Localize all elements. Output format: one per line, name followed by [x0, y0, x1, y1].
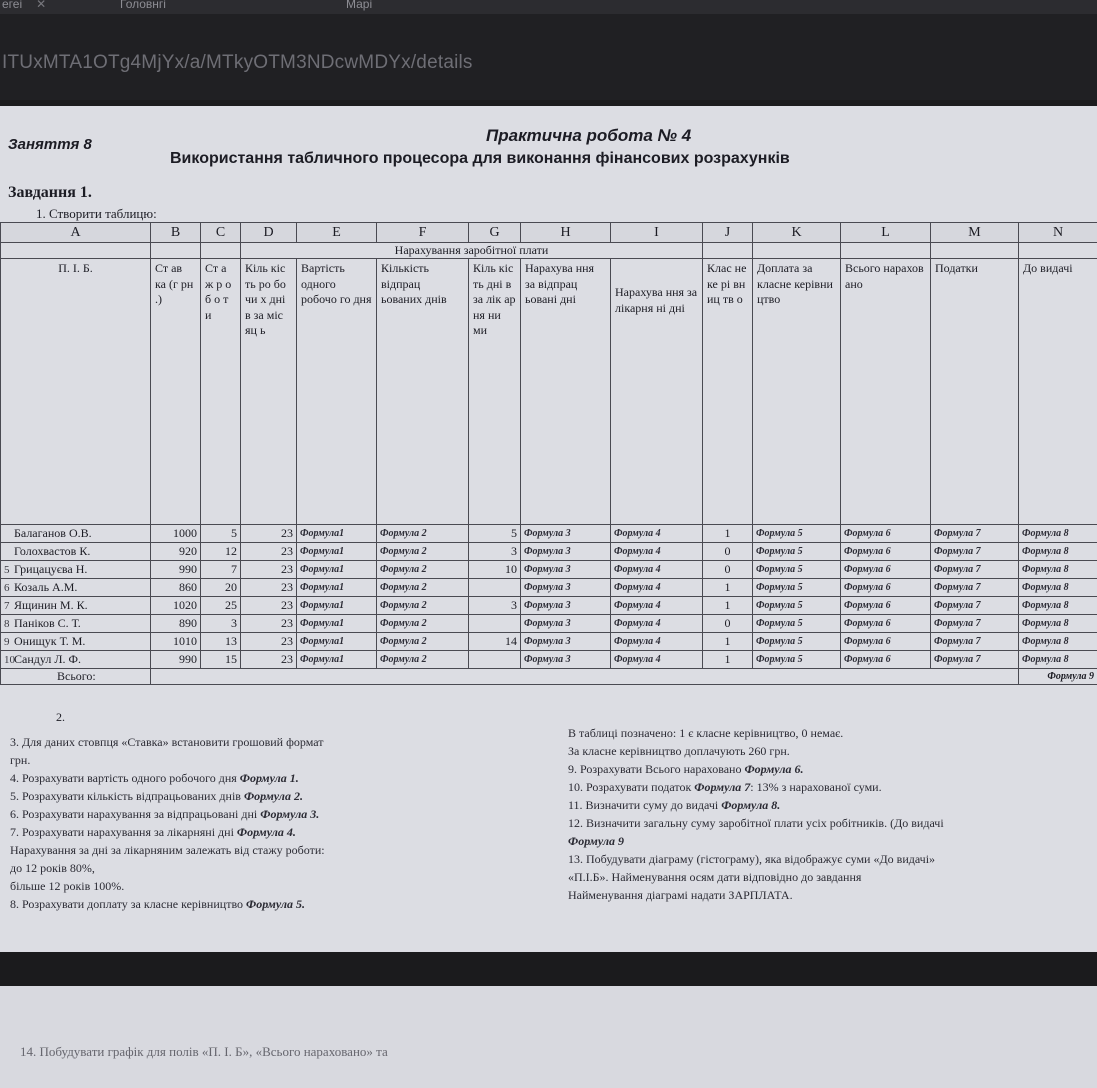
cell-name [1, 525, 151, 543]
cell-formula-5: Формула 5 [753, 525, 841, 543]
table-row [1, 525, 1097, 543]
cell-formula-1: Формула1 [297, 543, 377, 561]
instruction-text: 11. Визначити суму до видачі [568, 798, 722, 812]
blank-cell [201, 243, 241, 259]
cell-class-teacher: 1 [703, 597, 753, 615]
cell-formula-6: Формула 6 [841, 579, 931, 597]
lesson-label: Заняття 8 [8, 136, 92, 153]
cell-formula-3: Формула 3 [521, 525, 611, 543]
cell-formula-8: Формула 8 [1019, 615, 1097, 633]
cell-formula-6: Формула 6 [841, 633, 931, 651]
cell-class-teacher: 0 [703, 543, 753, 561]
table-row [1, 579, 1097, 597]
column-letter: J [703, 223, 753, 243]
cell-class-teacher: 0 [703, 561, 753, 579]
cell-formula-2: Формула 2 [377, 579, 469, 597]
cell-class-teacher: 1 [703, 525, 753, 543]
cell-formula-7: Формула 7 [931, 615, 1019, 633]
cell-rate: 860 [151, 579, 201, 597]
instruction-formula: Формула 1. [239, 771, 299, 785]
cell-formula-7: Формула 7 [931, 561, 1019, 579]
cell-formula-6: Формула 6 [841, 525, 931, 543]
header-worked-pay: Нарахува ння за відпрац ьовані дні [521, 259, 611, 525]
cell-formula-6: Формула 6 [841, 561, 931, 579]
cell-formula-2: Формула 2 [377, 651, 469, 669]
cell-name [1, 597, 151, 615]
cell-work-days: 23 [241, 543, 297, 561]
cell-experience: 20 [201, 579, 241, 597]
instruction-formula: Формула 2. [243, 789, 303, 803]
row-number: 7 [4, 600, 10, 612]
cell-rate: 1000 [151, 525, 201, 543]
instruction-formula: Формула 4. [236, 825, 296, 839]
header-name: П. І. Б. [1, 259, 151, 525]
column-letter: L [841, 223, 931, 243]
next-page [0, 986, 1097, 1088]
cell-formula-6: Формула 6 [841, 543, 931, 561]
header-bonus: Доплата за класне керівни цтво [753, 259, 841, 525]
cell-rate: 990 [151, 561, 201, 579]
close-tab-icon[interactable]: ✕ [36, 0, 47, 11]
instruction-line [10, 877, 124, 895]
cell-name [1, 633, 151, 651]
cell-formula-2: Формула 2 [377, 543, 469, 561]
cell-sick-days: 14 [469, 633, 521, 651]
instruction-text: 5. Розрахувати кількість відпрацьованих днів [10, 789, 244, 803]
instruction-formula: Формула 7 [694, 780, 751, 794]
instruction-line [568, 796, 780, 814]
cell-formula-4: Формула 4 [611, 615, 703, 633]
cell-formula-7: Формула 7 [931, 597, 1019, 615]
column-letter: G [469, 223, 521, 243]
cell-formula-3: Формула 3 [521, 597, 611, 615]
instruction-text: до 12 років 80%, [10, 861, 95, 875]
instruction-line [10, 787, 303, 805]
cell-formula-4: Формула 4 [611, 633, 703, 651]
header-class-teacher: Клас не ке рі вн иц тв о [703, 259, 753, 525]
instruction-text: Нарахування за дні за лікарняним залежать від стажу роботи: [10, 843, 325, 857]
header-work-days: Кіль кіс ть ро бо чи х дні в за міс яц ь [241, 259, 297, 525]
cell-experience: 3 [201, 615, 241, 633]
instruction-line [568, 868, 861, 886]
cell-formula-1: Формула1 [297, 561, 377, 579]
group-header-row [1, 243, 1097, 259]
instruction-formula: Формула 9 [568, 834, 624, 848]
cell-rate: 1010 [151, 633, 201, 651]
column-letter: F [377, 223, 469, 243]
instruction-line [568, 778, 882, 796]
cell-formula-8: Формула 8 [1019, 633, 1097, 651]
cell-sick-days [469, 651, 521, 669]
instruction-line [568, 814, 944, 832]
total-formula: Формула 9 [1019, 669, 1097, 685]
table-row [1, 597, 1097, 615]
cell-formula-3: Формула 3 [521, 651, 611, 669]
header-rate: Ст ав ка (г рн .) [151, 259, 201, 525]
cell-class-teacher: 1 [703, 579, 753, 597]
cell-formula-4: Формула 4 [611, 525, 703, 543]
cell-formula-5: Формула 5 [753, 579, 841, 597]
instruction-line [568, 742, 790, 760]
cell-formula-3: Формула 3 [521, 579, 611, 597]
cell-formula-3: Формула 3 [521, 561, 611, 579]
table-row [1, 543, 1097, 561]
cell-name [1, 561, 151, 579]
instruction-text: 8. Розрахувати доплату за класне керівництво [10, 897, 247, 911]
column-letter: H [521, 223, 611, 243]
table-row [1, 651, 1097, 669]
cell-class-teacher: 0 [703, 615, 753, 633]
cell-sick-days [469, 615, 521, 633]
cell-formula-2: Формула 2 [377, 633, 469, 651]
table-row [1, 561, 1097, 579]
instruction-text: 4. Розрахувати вартість одного робочого дня [10, 771, 240, 785]
step-1-text: 1. Створити таблицю: [36, 206, 157, 221]
cell-formula-5: Формула 5 [753, 615, 841, 633]
instruction-text: Найменування діаграмі надати ЗАРПЛАТА. [568, 888, 793, 902]
column-letter: D [241, 223, 297, 243]
row-number: 8 [4, 618, 10, 630]
document-subtitle: Використання табличного процесора для виконання фінансових розрахунків [170, 150, 790, 167]
employee-name: Голохвастов К. [14, 544, 91, 558]
cell-formula-2: Формула 2 [377, 615, 469, 633]
header-taxes: Податки [931, 259, 1019, 525]
task-heading: Завдання 1. [8, 184, 92, 201]
cell-rate: 1020 [151, 597, 201, 615]
cell-formula-1: Формула1 [297, 597, 377, 615]
browser-tab[interactable]: Головнгі [120, 0, 166, 11]
cell-experience: 13 [201, 633, 241, 651]
instruction-line [568, 760, 803, 778]
cell-formula-5: Формула 5 [753, 561, 841, 579]
header-to-pay: До видачі [1019, 259, 1097, 525]
column-letter: N [1019, 223, 1097, 243]
cell-formula-6: Формула 6 [841, 597, 931, 615]
blank-cell [1019, 243, 1097, 259]
cell-formula-7: Формула 7 [931, 579, 1019, 597]
column-letter: A [1, 223, 151, 243]
employee-name: Балаганов О.В. [14, 526, 92, 540]
cell-formula-8: Формула 8 [1019, 543, 1097, 561]
cell-sick-days: 3 [469, 543, 521, 561]
cell-work-days: 23 [241, 525, 297, 543]
cell-formula-7: Формула 7 [931, 633, 1019, 651]
header-day-cost: Вартість одного робочо го дня [297, 259, 377, 525]
blank-cell [703, 243, 753, 259]
cell-formula-8: Формула 8 [1019, 597, 1097, 615]
cell-work-days: 23 [241, 597, 297, 615]
table-row [1, 615, 1097, 633]
cell-formula-2: Формула 2 [377, 597, 469, 615]
cell-formula-7: Формула 7 [931, 543, 1019, 561]
column-letter: B [151, 223, 201, 243]
employee-name: Козаль А.М. [14, 580, 78, 594]
header-sick-pay: Нарахува ння за лікарня ні дні [611, 259, 703, 525]
address-bar[interactable] [0, 14, 1097, 100]
table-row [1, 633, 1097, 651]
cell-experience: 7 [201, 561, 241, 579]
instruction-text: В таблиці позначено: 1 є класне керівництво, 0 немає. [568, 726, 844, 740]
blank-cell [753, 243, 841, 259]
blank-cell [841, 243, 931, 259]
cell-name [1, 579, 151, 597]
cell-formula-5: Формула 5 [753, 543, 841, 561]
document-page [0, 106, 1097, 952]
cell-work-days: 23 [241, 579, 297, 597]
cell-sick-days: 10 [469, 561, 521, 579]
row-number: 6 [4, 582, 10, 594]
cell-experience: 15 [201, 651, 241, 669]
header-sick-days: Кіль кіс ть дні в за лік ар ня ни ми [469, 259, 521, 525]
instruction-line [568, 850, 935, 868]
cell-formula-5: Формула 5 [753, 633, 841, 651]
cell-formula-4: Формула 4 [611, 579, 703, 597]
cell-sick-days [469, 579, 521, 597]
browser-tab-bar [0, 0, 1097, 14]
employee-name: Сандул Л. Ф. [14, 652, 81, 666]
cell-class-teacher: 1 [703, 633, 753, 651]
cell-formula-3: Формула 3 [521, 615, 611, 633]
browser-tab[interactable]: егеі ✕ [2, 0, 46, 14]
instruction-line [568, 832, 624, 850]
instruction-formula: Формула 5. [246, 897, 306, 911]
instruction-line [10, 859, 95, 877]
instruction-suffix: : 13% з нарахованої суми. [750, 780, 882, 794]
browser-tab[interactable]: Марі [346, 0, 373, 11]
instruction-line [10, 841, 325, 859]
cell-formula-8: Формула 8 [1019, 651, 1097, 669]
cell-formula-1: Формула1 [297, 615, 377, 633]
cell-formula-1: Формула1 [297, 525, 377, 543]
instruction-text: «П.І.Б». Найменування осям дати відповідно до завдання [568, 870, 862, 884]
cell-rate: 990 [151, 651, 201, 669]
instruction-text: більше 12 років 100%. [10, 879, 125, 893]
cell-class-teacher: 1 [703, 651, 753, 669]
instruction-text: 10. Розрахувати податок [568, 780, 695, 794]
cell-sick-days: 3 [469, 597, 521, 615]
cell-formula-7: Формула 7 [931, 525, 1019, 543]
cell-work-days: 23 [241, 633, 297, 651]
cell-formula-1: Формула1 [297, 633, 377, 651]
row-number: 9 [4, 636, 10, 648]
employee-name: Ящинин М. К. [14, 598, 88, 612]
cell-work-days: 23 [241, 615, 297, 633]
employee-name: Онищук Т. М. [14, 634, 86, 648]
total-row [1, 669, 1097, 685]
blank-cell [1, 243, 151, 259]
instruction-text: За класне керівництво доплачують 260 грн. [568, 744, 790, 758]
practical-title: Практична робота № 4 [486, 126, 692, 145]
instruction-line [10, 823, 296, 841]
next-page-line: 14. Побудувати графік для полів «П. І. Б», «Всього нараховано» та [20, 1044, 388, 1059]
cell-work-days: 23 [241, 651, 297, 669]
cell-formula-8: Формула 8 [1019, 525, 1097, 543]
blank-cell [931, 243, 1019, 259]
cell-formula-5: Формула 5 [753, 597, 841, 615]
cell-rate: 920 [151, 543, 201, 561]
salary-table [0, 222, 1097, 685]
instruction-formula: Формула 6. [744, 762, 804, 776]
list-number: 2. [56, 710, 65, 724]
instruction-text: 3. Для даних стовпця «Ставка» встановити грошовий формат [10, 735, 324, 749]
cell-name [1, 543, 151, 561]
header-worked-days: Кількість відпрац ьованих днів [377, 259, 469, 525]
row-number: 10 [4, 654, 15, 666]
instruction-line [10, 733, 323, 751]
cell-formula-8: Формула 8 [1019, 579, 1097, 597]
cell-formula-1: Формула1 [297, 579, 377, 597]
cell-sick-days: 5 [469, 525, 521, 543]
header-experience: Ст а ж р о б о т и [201, 259, 241, 525]
column-header-row [1, 259, 1097, 525]
instruction-line [568, 886, 793, 904]
cell-formula-4: Формула 4 [611, 651, 703, 669]
instruction-text: 6. Розрахувати нарахування за відпрацьовані дні [10, 807, 261, 821]
cell-formula-6: Формула 6 [841, 651, 931, 669]
instruction-text: 12. Визначити загальну суму заробітної плати усіх робітників. (До видачі [568, 816, 944, 830]
instruction-line [10, 805, 319, 823]
blank-cell [151, 669, 1019, 685]
employee-name: Паніков С. Т. [14, 616, 81, 630]
instruction-text: грн. [10, 753, 31, 767]
cell-formula-4: Формула 4 [611, 561, 703, 579]
cell-formula-2: Формула 2 [377, 561, 469, 579]
instruction-text: 9. Розрахувати Всього нараховано [568, 762, 745, 776]
cell-formula-3: Формула 3 [521, 543, 611, 561]
cell-formula-4: Формула 4 [611, 543, 703, 561]
cell-name [1, 615, 151, 633]
column-letter: E [297, 223, 377, 243]
instruction-line [10, 895, 305, 913]
column-letter: M [931, 223, 1019, 243]
cell-formula-4: Формула 4 [611, 597, 703, 615]
group-header: Нарахування заробітної плати [241, 243, 703, 259]
column-letter: C [201, 223, 241, 243]
cell-formula-6: Формула 6 [841, 615, 931, 633]
cell-formula-3: Формула 3 [521, 633, 611, 651]
instruction-formula: Формула 8. [721, 798, 781, 812]
column-letter: I [611, 223, 703, 243]
cell-rate: 890 [151, 615, 201, 633]
cell-formula-7: Формула 7 [931, 651, 1019, 669]
instruction-line [10, 769, 299, 787]
cell-work-days: 23 [241, 561, 297, 579]
column-letter: K [753, 223, 841, 243]
header-total: Всього нарахов ано [841, 259, 931, 525]
cell-experience: 12 [201, 543, 241, 561]
instruction-line [10, 751, 30, 769]
row-number: 5 [4, 564, 10, 576]
column-letters-row [1, 223, 1097, 243]
blank-cell [151, 243, 201, 259]
url-text[interactable]: ITUxMTA1OTg4MjYx/a/MTkyOTM3NDcwMDYx/details [2, 52, 473, 73]
cell-formula-8: Формула 8 [1019, 561, 1097, 579]
instruction-text: 7. Розрахувати нарахування за лікарняні дні [10, 825, 237, 839]
employee-name: Грицацуєва Н. [14, 562, 88, 576]
cell-formula-1: Формула1 [297, 651, 377, 669]
instruction-line [568, 724, 843, 742]
total-label: Всього: [1, 669, 151, 685]
instruction-formula: Формула 3. [260, 807, 320, 821]
cell-experience: 25 [201, 597, 241, 615]
cell-formula-2: Формула 2 [377, 525, 469, 543]
instruction-text: 13. Побудувати діаграму (гістограму), яка відображує суми «До видачі» [568, 852, 936, 866]
cell-experience: 5 [201, 525, 241, 543]
cell-name [1, 651, 151, 669]
cell-formula-5: Формула 5 [753, 651, 841, 669]
